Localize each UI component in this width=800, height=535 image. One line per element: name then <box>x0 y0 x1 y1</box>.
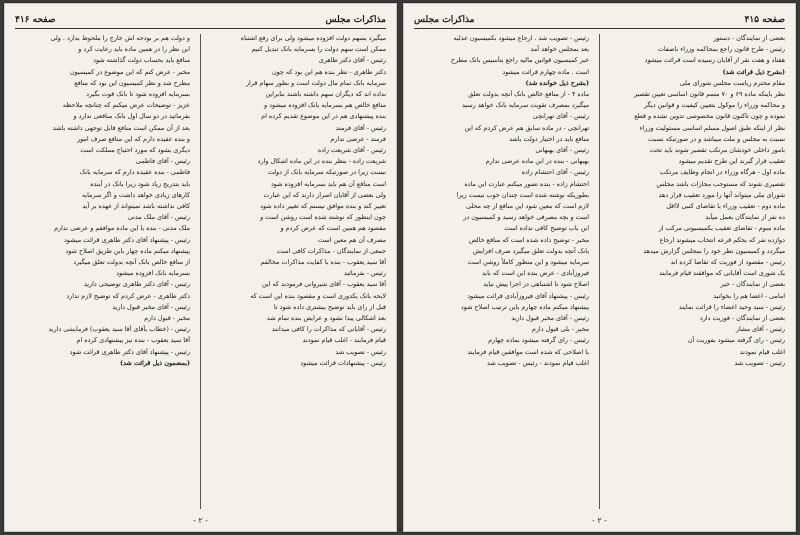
text-line: بعد از آن ممکن است منافع قابل توجهی داشته باشد <box>52 123 190 132</box>
document-spread <box>4 3 796 532</box>
text-line: رئیس - آقای تهرانچی <box>532 112 589 121</box>
text-line: ماده اول - هرگاه وزراء در انجام وظایف مرتکب <box>659 168 785 177</box>
text-line: رئیس - آقای بهبهانی <box>535 146 589 155</box>
text-line: شورای ملی میتواند آنها را مورد تعقیب قرار دهد <box>658 190 785 199</box>
text-line: پیشنهاد میکنم ماده چهارم باین ترتیب اصلاح شود <box>460 302 589 311</box>
text-line: منافع باید در اختیار دولت باشد <box>509 134 589 143</box>
text-line: مخبر - بلی قبول دارم <box>531 325 589 334</box>
text-line: خبر کمیسیون قوانین مالیه راجع بتأسیس بانک مطرح <box>450 56 589 65</box>
text-line: تهرانچی - در ماده سابق هم عرض کردم که این <box>464 123 589 132</box>
text-line: بفرمائید در دو سال اول بانک منافعی ندارد و <box>73 112 190 121</box>
text-line: یک شوری است آقایانی که موافقند قیام فرمایند <box>659 269 785 278</box>
text-line: است و بچه مصرفی خواهد رسید و کمیسیون در <box>463 213 589 222</box>
text-line: بعضی از نمایندگان - دستور <box>713 34 785 42</box>
text-line: مخبر - توضیح داده شده است که منافع خالص <box>468 235 589 244</box>
text-line: احتشام زاده - بنده تصور میکنم عبارت این ماده <box>464 179 589 188</box>
text-line: ولی بعضی از آقایان اصرار دارند که این عبارت <box>263 190 386 199</box>
left-page-number: صفحه ۴۱۶ <box>15 15 56 25</box>
text-line: دوازده نفر که بحکم قرعه انتخاب میشوند ارجاع <box>659 235 785 244</box>
text-line: دکتر طاهری - عرض کردم که توضیح لازم ندارد <box>66 291 190 300</box>
text-line: رئیس - تصویب شد <box>335 347 386 356</box>
text-line: قبل از رای باید توضیح بیشتری داده شود تا <box>273 302 386 311</box>
text-line: قیام فرمایند - اغلب قیام نمودند <box>302 336 386 345</box>
text-line: و محاکمه وزراء را موکول بتعیین کیفیت و قوانین دیگر <box>643 101 785 110</box>
text-line: اصلاح شود تا اشتباهی در اجرا پیش نیاید <box>483 280 589 289</box>
text-line: بطوریکه نوشته شده است چندان خوب نیست زیرا <box>456 190 589 199</box>
text-line: رئیس - آقای ملک مدنی <box>127 213 190 222</box>
text-line: رئیس - تصویب شد . ارجاع میشود بکمیسیون عدلیه <box>453 34 589 42</box>
text-line: ماده ۴ - از منافع خالص بانک آنچه بدولت تعلق <box>468 90 589 99</box>
text-line: منافع باید بحساب دولت گذاشته شود <box>93 56 190 65</box>
text-line: (بمضمون ذیل قرائت شد) <box>119 358 190 367</box>
text-line: بسرمایه افزوده شود تا بانک قوت بگیرد <box>86 90 190 99</box>
text-line: فرمند - عرضی ندارم <box>330 134 386 143</box>
text-line: باید بتدریج زیاد شود زیرا بانک در آینده <box>90 179 190 188</box>
text-line: میگیرد بسهم دولت افزوده میشود ولی برای رفع اشتباه <box>240 34 386 42</box>
text-line: بعد بمجلس خواهد آمد <box>530 45 589 54</box>
text-line: است منافع آن هم باید بسرمایه افزوده شود <box>270 179 386 188</box>
text-line: منافع خالص هم بسرمایه بانک افزوده میشود و <box>264 101 386 110</box>
text-line: نظر از اینکه طبق اصول مسلم اساسی مسئولیت وزراء <box>639 123 785 132</box>
text-line: ماده سوم - تقاضای تعقیب بکمیسیونی مرکب از <box>658 224 785 233</box>
text-line: است . ماده چهارم قرائت میشود <box>502 67 589 76</box>
left-page-title: مذاکرات مجلس <box>325 15 386 25</box>
text-line: رئیس - آقای مخبر قبول دارید <box>511 314 589 323</box>
right-page-footer: - ۲ - <box>592 516 607 525</box>
text-line: با اصلاحی که شده است موافقین قیام فرمایند <box>467 347 589 356</box>
text-line: بعضی از نمایندگان - فوریت دارد <box>699 314 785 323</box>
text-line: مقام محترم ریاست مجلس شورای ملی <box>679 78 785 87</box>
text-line: آقا سید یعقوب - بنده نیز پیشنهادی کرده ام <box>76 336 190 345</box>
text-line: نداده اند که دیگران سهم داشته باشند بنابراین <box>265 90 386 99</box>
text-line: ممکن است سهم دولت را بسرمایه بانک تبدیل کنیم <box>251 45 386 54</box>
text-line: میگردد و کمیسیون نظر خود را بمجلس گزارش میدهد <box>643 246 785 255</box>
text-line: از منافع خالص بانک آنچه بدولت تعلق میگیرد <box>73 258 190 267</box>
text-line: بانک آنچه بدولت تعلق میگیرد صرف افزایش <box>472 246 589 255</box>
text-line: رئیس - سید وحید اعضاء را قرائت نمایند <box>678 302 785 311</box>
text-line: بعد اشکالی پیدا نشود و عرایض بنده تمام شد <box>266 314 386 323</box>
text-line: نیست زیرا در صورتیکه سرمایه بانک از دولت <box>267 168 386 177</box>
text-line: (بشرح ذیل قرائت شد) <box>722 67 785 76</box>
text-line: رئیس - آقای فاطمی <box>135 157 190 166</box>
text-line: رئیس - آقایانی که مذاکرات را کافی میدانند <box>271 325 386 334</box>
right-page-number: صفحه ۴۱۵ <box>744 15 785 25</box>
text-line: بعضی از نمایندگان - خیر <box>720 280 785 289</box>
text-line: رئیس - پیشنهاد آقای دکتر طاهری قرائت شود <box>69 347 190 356</box>
text-line: نسبت به مجلس و ملت میباشد و در صورتیکه نسبت <box>648 134 785 143</box>
text-line: تعقیب قرار گیرند این طرح تقدیم میشود <box>678 157 785 166</box>
column-divider <box>599 34 600 509</box>
right-page-header <box>414 12 785 29</box>
text-line: رئیس - آقای دکتر طاهری <box>318 56 386 65</box>
right-page-column-2 <box>414 34 589 509</box>
text-line: جمعی از نمایندگان - مذاکرات کافی است <box>276 246 386 255</box>
left-page-column-1 <box>211 34 386 509</box>
text-line: رئیس - آقای دکتر طاهری توضیحی دارید <box>83 280 190 289</box>
text-line: مقصود هم همین است که عرض کردم و <box>280 224 386 233</box>
text-line: آقا سید یعقوب - بنده با کفایت مذاکرات مخالفم <box>260 258 386 267</box>
text-line: پیشنهاد میکنم ماده چهار باین طریق اصلاح شود <box>65 246 190 255</box>
right-page-columns <box>414 34 785 509</box>
text-line: هفتاد و هفت نفر از آقایان رسیده است قرائت میشود <box>644 56 785 65</box>
text-line: لایحه بانک یکدوری است و مقصود بنده این است که <box>250 291 386 300</box>
text-line: این باب توضیح کافی نداده است <box>504 224 589 233</box>
text-line: میگیرد بمصرف تقویت سرمایه بانک خواهد رسید <box>461 101 589 110</box>
text-line: رئیس - تصویب شد <box>734 358 785 367</box>
text-line: رئیس - رای گرفته میشود بماده چهارم <box>488 336 589 345</box>
text-line: و بنده عقیده دارم که این منافع صرف امور <box>77 134 190 143</box>
right-page-title: مذاکرات مجلس <box>414 15 475 25</box>
text-line: سرمایه میشود و این منظور کاملاً روشن است <box>467 258 589 267</box>
text-line: کارهای زیادی خواهد داشت و اگر سرمایه <box>81 190 190 199</box>
text-line: ده نفر از نمایندگان بعمل میآید <box>705 213 785 222</box>
text-line: مخبر - عرض کنم که این موضوع در کمیسیون <box>69 67 190 76</box>
text-line: رئیس - رای گرفته میشود بفوریت آن <box>687 336 785 345</box>
text-line: بهبهانی - بنده در این ماده عرضی ندارم <box>485 157 589 166</box>
text-line: تغییر کند و بنده موافق نیستم که تغییر داده شود <box>260 202 386 211</box>
text-line: فاطمی - بنده عقیده دارم که سرمایه بانک <box>79 168 190 177</box>
text-line: اغلب قیام نمودند - رئیس - تصویب شد <box>486 358 589 367</box>
text-line: رئیس - آقای مخبر قبول دارید <box>112 302 190 311</box>
text-line: کافی نداشته باشد نمیتواند از عهده بر آید <box>82 202 190 211</box>
text-line: ماده دوم - تعقیب وزراء با تقاضای کتبی لااقل <box>666 202 785 211</box>
text-line: مخبر - قبول دارم <box>144 314 190 323</box>
left-page-column-2 <box>15 34 190 509</box>
text-line: شریعت زاده - بنظر بنده در این ماده اشکال وارد <box>257 157 386 166</box>
text-line: رئیس - مقصود از فوریت که تقاضا کرده اند <box>670 258 785 267</box>
text-line: رئیس - آقای مشار <box>735 325 785 334</box>
text-line: سرمایه بانک تمام مال دولت است و بطور سهام قرار <box>245 78 386 87</box>
text-line: لازم است که معین شود این منافع از چه محلی <box>465 202 589 211</box>
text-line: عزیز - توضیحات عرض میکنم که چنانچه ملاحظه <box>62 101 190 110</box>
text-line: این نظر را در همین ماده باید رعایت کرد و <box>78 45 190 54</box>
text-line: رئیس - آقای فرمند <box>335 123 386 132</box>
left-page-columns <box>15 34 386 509</box>
text-line: مطرح شد و نظر کمیسیون این بود که منافع <box>74 78 190 87</box>
text-line: رئیس - پیشنهاد آقای دکتر طاهری قرائت میشود <box>63 235 190 244</box>
text-line: آقا سید یعقوب - آقای شیروانی فرمودند که این <box>262 280 386 289</box>
text-line: بامور داخلی خودشان مرتکب تقصیر شوند باید تحت <box>649 146 785 155</box>
text-line: رئیس - بفرمائید <box>343 269 386 278</box>
text-line: امامی - اعضا هم را بخوانید <box>713 291 785 300</box>
text-line: رئیس - طرح قانون راجع بمحاکمه وزراء باصفات <box>657 45 785 54</box>
text-line: تقصیری شوند که مستوجب مجازات باشد مجلس <box>656 179 785 188</box>
text-line: رئیس - پیشنهاد آقای فیروزآبادی قرائت میشود <box>467 291 589 300</box>
text-line: رئیس - (خطاب بآقای آقا سید یعقوب) فرمایشی دارید <box>48 325 190 334</box>
left-page-footer: - ۲ - <box>193 516 208 525</box>
text-line: دکتر طاهری - نظر بنده هم این بود که چون <box>271 67 386 76</box>
right-page <box>403 3 796 532</box>
left-page-header <box>15 12 386 29</box>
text-line: نظر باینکه ماده ۶۹ و ۷۰ متمم قانون اساسی تعیین تقصیر <box>633 90 785 99</box>
column-divider <box>200 34 201 509</box>
text-line: چون اینطور که نوشته شده است روشن است و <box>260 213 386 222</box>
text-line: بسرمایه بانک افزوده میشود <box>116 269 190 278</box>
text-line: بنده پیشنهادی هم در این موضوع تقدیم کرده ام <box>261 112 386 121</box>
left-page <box>4 3 397 532</box>
text-line: فیروزآبادی - عرض بنده این است که باید <box>481 269 589 278</box>
text-line: و دولت هم بر بودجه اش خارج را ملحوظ بدارد . ولی <box>50 34 190 42</box>
text-line: ملک مدنی - بنده با این ماده موافقم و عرضی ندارم <box>54 224 190 233</box>
text-line: (بشرح ذیل خوانده شد) <box>525 78 589 87</box>
text-line: اغلب قیام نمودند <box>739 347 785 356</box>
right-page-column-1 <box>610 34 785 509</box>
text-line: مصرف آن هم معین است <box>317 235 386 244</box>
text-line: دیگری بشود که مورد احتیاج مملکت است <box>80 146 190 155</box>
text-line: رئیس - آقای شریعت زاده <box>317 146 386 155</box>
text-line: رئیس - آقای احتشام زاده <box>521 168 589 177</box>
text-line: نموده و چون تاکنون قانون مخصوصی تدوین نشده و قطع <box>634 112 785 121</box>
text-line: رئیس - پیشنهادات قرائت میشود <box>300 358 386 367</box>
